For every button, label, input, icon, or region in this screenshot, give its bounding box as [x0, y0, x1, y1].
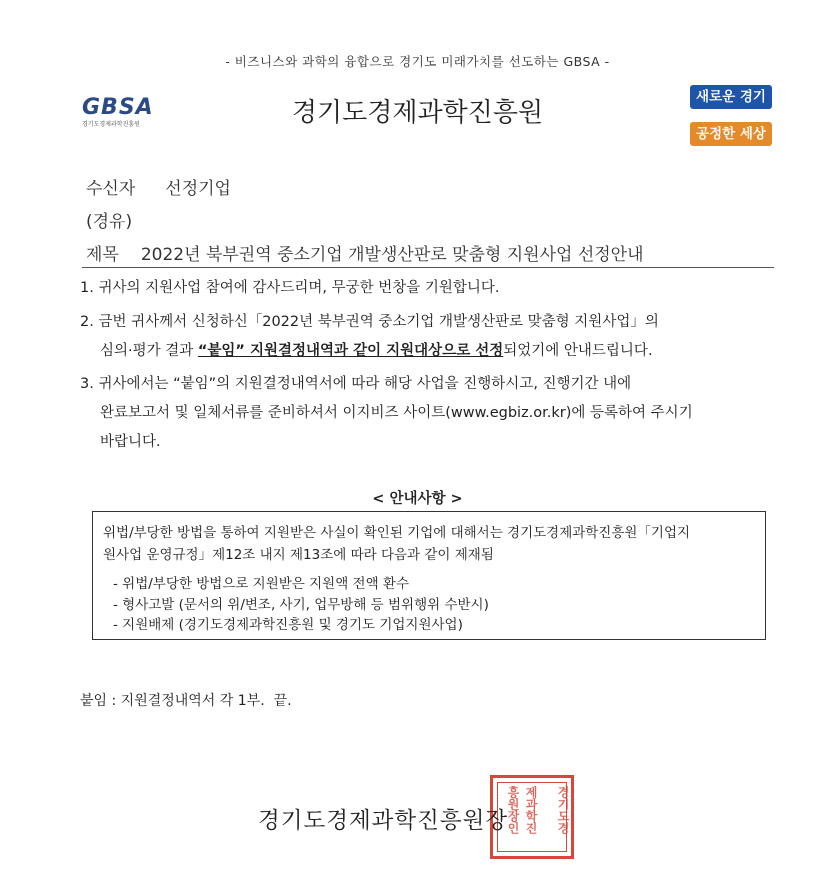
notice-box — [92, 511, 766, 640]
seal-text: 흥원장인 — [506, 786, 520, 834]
slogan: - 비즈니스와 과학의 융합으로 경기도 미래가치를 선도하는 GBSA - — [225, 54, 610, 69]
seal-text: 제과학진 — [524, 786, 538, 834]
org-title: 경기도경제과학진흥원 — [291, 98, 544, 128]
seal-text: 경기도경 — [556, 786, 570, 834]
subject-row — [86, 240, 644, 265]
notice-item: - 위법/부당한 방법으로 지원받은 지원액 전액 환수 — [113, 576, 409, 592]
notice-item: - 지원배제 (경기도경제과학진흥원 및 경기도 기업지원사업) — [113, 617, 463, 633]
recipient-label: 수신자 — [86, 179, 136, 199]
recipient-value: 선정기업 — [165, 179, 231, 199]
attachment-line: 붙임 : 지원결정내역서 각 1부. 끝. — [80, 693, 292, 709]
slogan-badge-top: 새로운 경기 — [690, 85, 772, 109]
paragraph-3 — [80, 370, 693, 457]
signer-name: 경기도경제과학진흥원장 — [258, 808, 509, 834]
notice-intro-1: 위법/부당한 방법을 통하여 지원받은 사실이 확인된 기업에 대해서는 경기도경제과학진흥원「기업지 — [103, 525, 691, 541]
notice-item: - 형사고발 (문서의 위/변조, 사기, 업무방해 등 범위행위 수반시) — [113, 596, 489, 613]
paragraph-2 — [80, 308, 659, 366]
header-divider — [82, 267, 774, 268]
paragraph-3-line-2: 완료보고서 및 일체서류를 준비하셔서 이지비즈 사이트(www.egbiz.or.kr)에 등록하여 주시기 — [100, 405, 693, 421]
paragraph-1: 1. 귀사의 지원사업 참여에 감사드리며, 무궁한 번창을 기원합니다. — [80, 280, 500, 296]
logo-text: GBSA — [82, 95, 154, 120]
recipient-row — [86, 174, 231, 199]
paragraph-3-line-3: 바랍니다. — [100, 434, 161, 450]
notice-title: < 안내사항 > — [372, 491, 463, 507]
slogan-badge-bottom: 공정한 세상 — [690, 122, 772, 146]
paragraph-2-line-2 — [80, 337, 659, 366]
paragraph-2-line-1: 2. 금번 귀사께서 신청하신「2022년 북부권역 중소기업 개발생산판로 맞춤형 지원사업」의 — [80, 314, 659, 330]
paragraph-3-line-1: 3. 귀사에서는 “붙임”의 지원결정내역서에 따라 해당 사업을 진행하시고, 진행기간 내에 — [80, 376, 632, 392]
subject-value: 2022년 북부권역 중소기업 개발생산판로 맞춤형 지원사업 선정안내 — [140, 245, 644, 265]
notice-intro-2: 원사업 운영규정」제12조 내지 제13조에 따라 다음과 같이 제재됨 — [103, 547, 494, 563]
subject-label: 제목 — [86, 245, 119, 265]
logo-subtitle: 경기도경제과학진흥원 — [82, 121, 140, 128]
p2-pre: 심의·평가 결과 — [100, 343, 198, 359]
p2-emphasis: “붙임” 지원결정내역과 같이 지원대상으로 선정 — [197, 343, 504, 359]
p2-post: 되었기에 안내드립니다. — [503, 343, 653, 359]
via-label: (경유) — [86, 212, 133, 232]
